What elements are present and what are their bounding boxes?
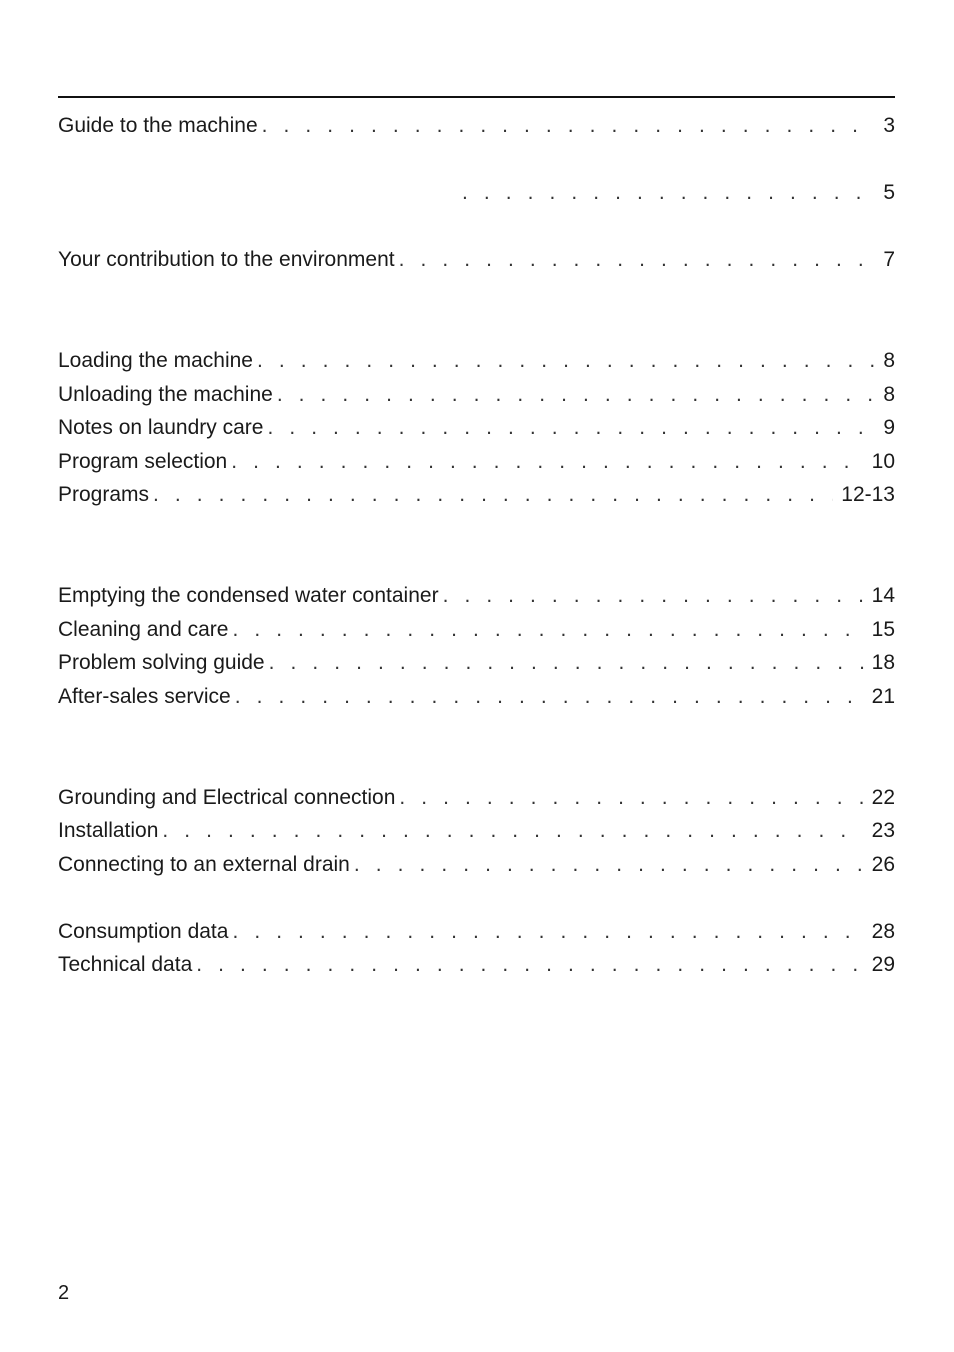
toc-entry-installation[interactable] [58,817,895,845]
toc-entry-consumption-data[interactable] [58,918,895,946]
toc-entry-untitled[interactable] [58,179,895,207]
toc-entry-page: 15 [871,618,895,641]
toc-entry-page: 22 [871,786,895,809]
toc-entry-page: 9 [883,416,895,439]
toc-entry-external-drain[interactable] [58,851,895,879]
dot-leader [354,851,864,879]
dot-leader [232,616,863,644]
dot-leader [267,414,875,442]
toc-entry-environment[interactable] [58,246,895,274]
toc-entry-label: Problem solving guide [58,651,265,674]
toc-entry-label: Installation [58,819,159,842]
toc-entry-label: Loading the machine [58,349,253,372]
toc-entry-cleaning-and-care[interactable] [58,616,895,644]
dot-leader [196,951,863,979]
toc-entry-loading[interactable] [58,347,895,375]
toc-entry-page: 21 [871,685,895,708]
toc-entry-label: Notes on laundry care [58,416,264,439]
dot-leader [277,381,876,409]
page-number: 2 [58,1282,70,1304]
dot-leader [231,448,863,476]
toc-entry-laundry-care[interactable] [58,414,895,442]
toc-entry-page: 8 [883,349,895,372]
toc-entry-label: Cleaning and care [58,618,229,641]
top-rule [58,96,895,98]
toc-entry-label: Your contribution to the environment [58,248,395,271]
toc-entry-label: Program selection [58,450,228,473]
toc-entry-programs[interactable] [58,481,895,509]
toc-entry-page: 8 [883,383,895,406]
toc-entry-page: 26 [871,853,895,876]
toc-entry-condensed-water[interactable] [58,582,895,610]
toc-entry-page: 18 [871,651,895,674]
toc-entry-label: Emptying the condensed water container [58,584,439,607]
toc-entry-label: Consumption data [58,920,229,943]
toc-entry-program-selection[interactable] [58,448,895,476]
dot-leader [269,649,864,677]
toc-entry-label: Guide to the machine [58,114,258,137]
dot-leader [235,683,864,711]
dot-leader [232,918,863,946]
dot-leader [257,347,875,375]
dot-leader [153,481,833,509]
toc-entry-page: 7 [883,248,895,271]
toc-entry-page: 5 [883,181,895,204]
toc-entry-label: Grounding and Electrical connection [58,786,396,809]
toc-entry-page: 14 [871,584,895,607]
dot-leader [399,246,876,274]
toc-entry-label: Connecting to an external drain [58,853,350,876]
toc-entry-guide-to-the-machine[interactable] [58,112,895,140]
toc-entry-page: 28 [871,920,895,943]
dot-leader [462,179,875,207]
toc-entry-label: Programs [58,483,150,506]
toc-entry-page: 29 [871,953,895,976]
toc-entry-grounding[interactable] [58,784,895,812]
toc-entry-after-sales[interactable] [58,683,895,711]
dot-leader [399,784,863,812]
toc-entry-label: After-sales service [58,685,231,708]
toc-entry-page: 3 [883,114,895,137]
toc-entry-page: 10 [871,450,895,473]
dot-leader [262,112,876,140]
toc-entry-technical-data[interactable] [58,951,895,979]
toc-entry-label: Unloading the machine [58,383,273,406]
dot-leader [443,582,864,610]
toc-entry-page: 23 [871,819,895,842]
toc-entry-label: Technical data [58,953,193,976]
toc-entry-page: 12-13 [841,483,895,506]
toc-entry-unloading[interactable] [58,381,895,409]
toc-entry-problem-solving[interactable] [58,649,895,677]
dot-leader [162,817,863,845]
